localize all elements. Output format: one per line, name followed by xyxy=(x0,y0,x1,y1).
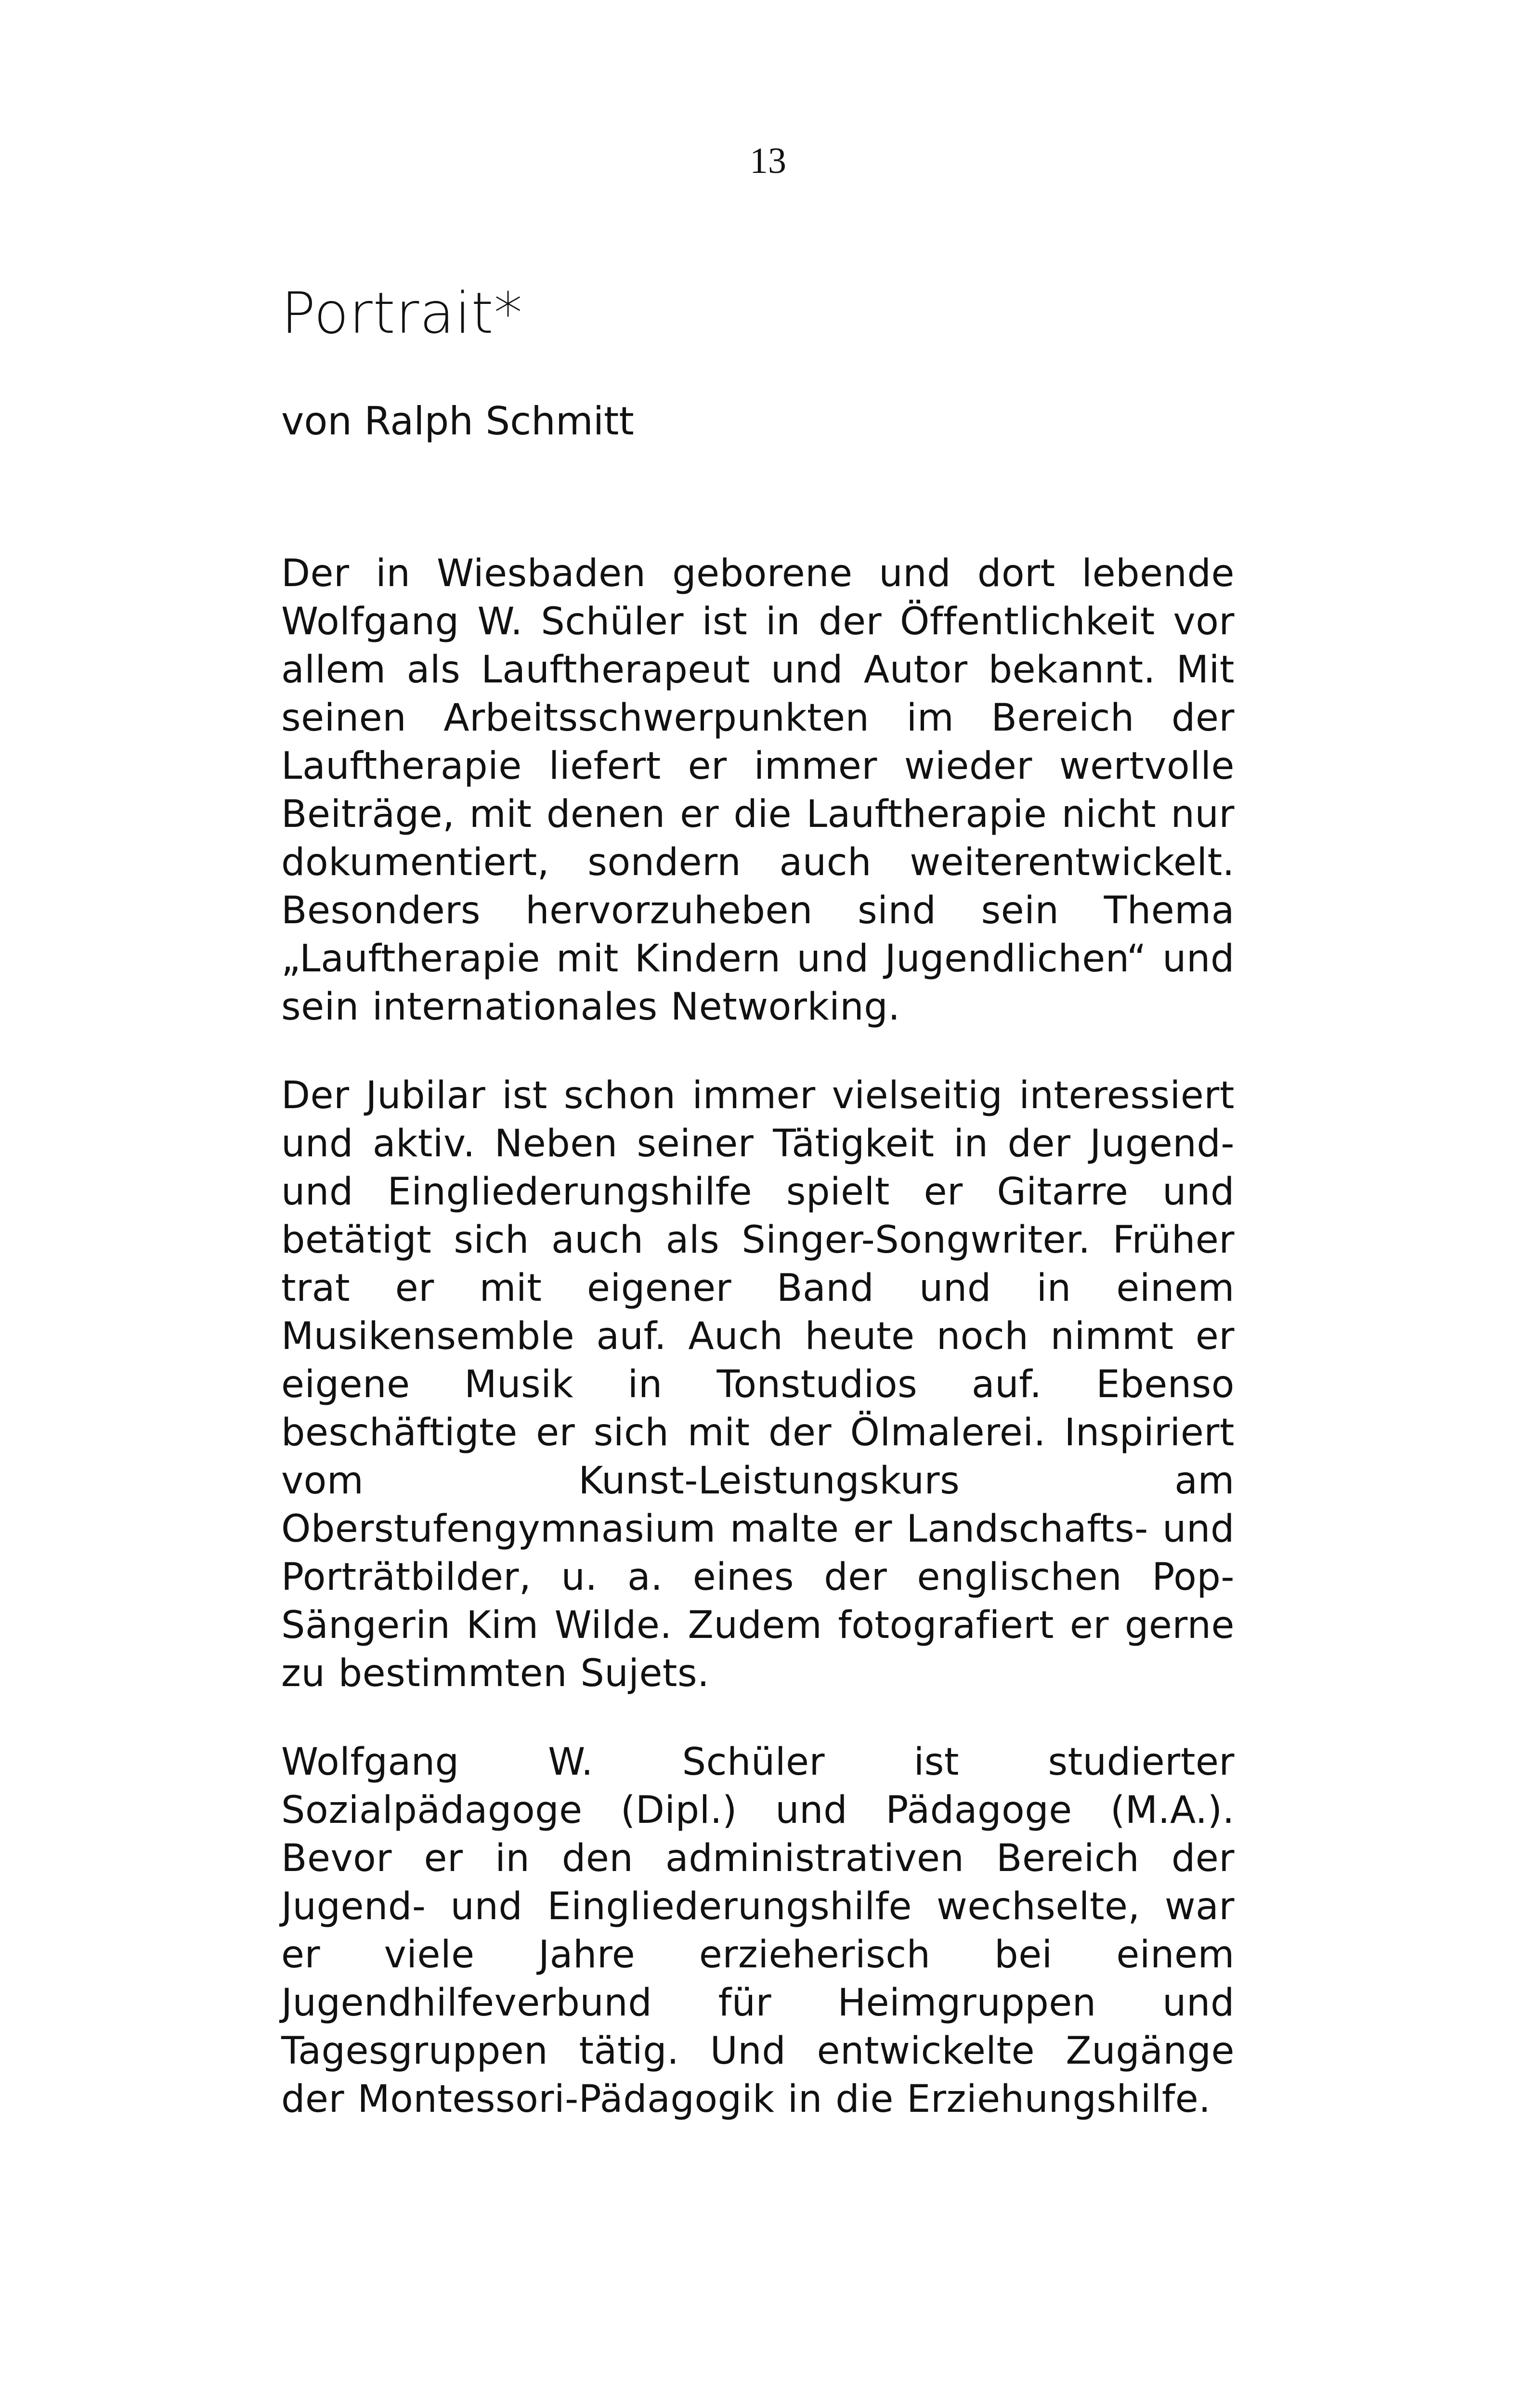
article-body xyxy=(281,550,1235,2123)
body-paragraph: Wolfgang W. Schüler ist studierter Sozialpädagoge (Dipl.) und Pädagoge (M.A.). Bevor er in den administrativen Bereich der Jugend- und Eingliederungshilfe wechselte, war er viele Jahre erzieherisch bei einem Jugendhilfeverbund für Heimgruppen und Tagesgruppen tätig. Und entwickelte Zugänge der Montessori-Pädagogik in die Erziehungshilfe. xyxy=(281,1740,1235,2121)
page-number: 13 xyxy=(750,141,786,181)
article-title: Portrait* xyxy=(281,280,523,346)
body-paragraph: Der Jubilar ist schon immer vielseitig interessiert und aktiv. Neben seiner Tätigkeit in der Jugend- und Eingliederungshilfe spielt er Gitarre und betätigt sich auch als Singer-Songwriter. Früher trat er mit eigener Band und in einem Musikensemble auf. Auch heute noch nimmt er eigene Musik in Tonstudios auf. Ebenso beschäftigte er sich mit der Ölmalerei. Inspiriert vom Kunst-Leistungskurs am Oberstufengymnasium malte er Landschafts- und Porträtbilder, u. a. eines der englischen Pop-Sängerin Kim Wilde. Zudem fotografiert er gerne zu bestimmten Sujets. xyxy=(281,1073,1235,1695)
article xyxy=(281,279,1235,2164)
article-byline: von Ralph Schmitt xyxy=(281,398,634,444)
body-paragraph: Der in Wiesbaden geborene und dort lebende Wolfgang W. Schüler ist in der Öffentlichkeit vor allem als Lauftherapeut und Autor bekannt. Mit seinen Arbeitsschwerpunkten im Bereich der Lauftherapie liefert er immer wieder wertvolle Beiträge, mit denen er die Lauftherapie nicht nur dokumentiert, sondern auch weiterentwickelt. Besonders hervorzuheben sind sein Thema „Lauftherapie mit Kindern und Jugendlichen“ und sein internationales Networking. xyxy=(281,551,1235,1029)
